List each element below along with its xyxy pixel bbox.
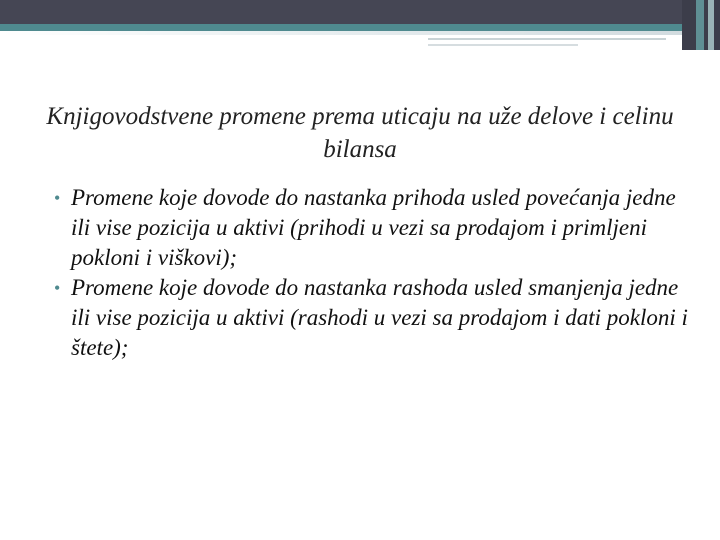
corner-decoration-teal — [696, 0, 704, 50]
bullet-item — [48, 183, 688, 273]
bullet-text: Promene koje dovode do nastanka rashoda usled smanjenja jedne ili vise pozicija u aktivi (rashodi u vezi sa prodajom i dati pokloni i štete); — [71, 275, 688, 360]
decorative-line-short — [428, 44, 578, 46]
bullet-list — [48, 183, 688, 363]
bullet-text: Promene koje dovode do nastanka prihoda usled povećanja jedne ili vise pozicija u aktivi (prihodi u vezi sa prodajom i primljeni pokloni i viškovi); — [71, 185, 676, 270]
bullet-icon: • — [54, 278, 61, 298]
header-accent-line — [0, 24, 720, 31]
corner-decoration-light — [708, 0, 714, 50]
header-band — [0, 0, 720, 24]
header-gradient-strip — [0, 31, 720, 35]
bullet-icon: • — [54, 188, 61, 208]
decorative-line — [428, 38, 666, 40]
slide-title: Knjigovodstvene promene prema uticaju na uže delove i celinu bilansa — [46, 103, 674, 163]
bullet-item — [48, 273, 688, 363]
